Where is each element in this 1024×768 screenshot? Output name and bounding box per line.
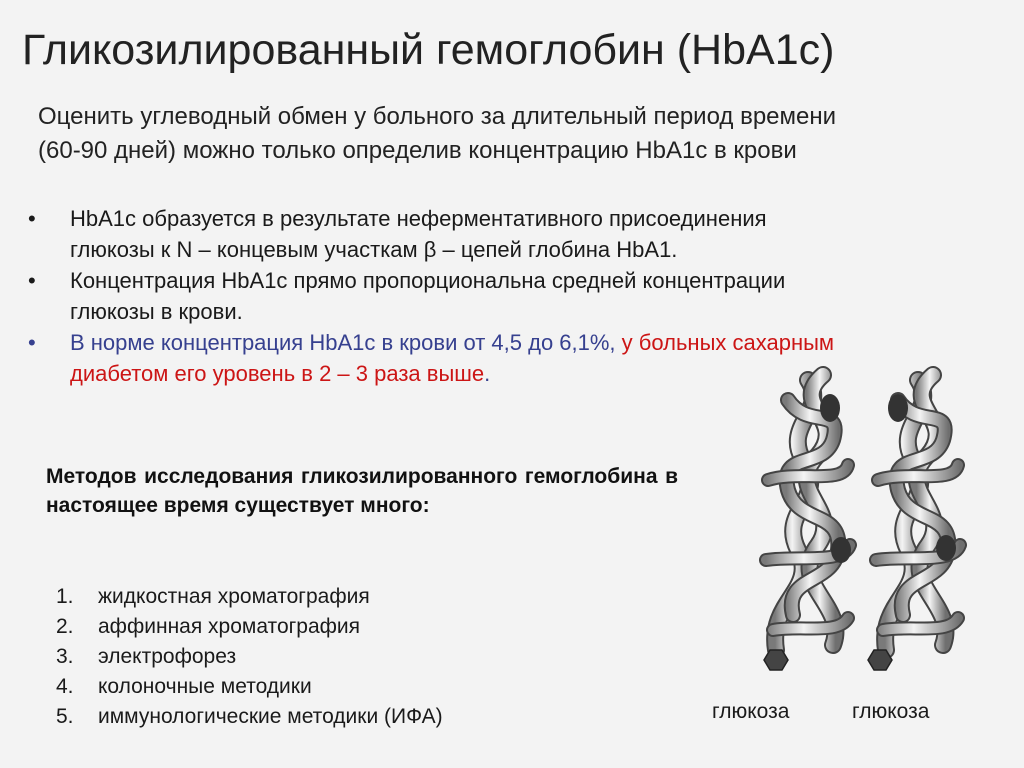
- method-item: [56, 642, 443, 672]
- bullet-line: глюкозы в крови.: [70, 299, 243, 324]
- intro-line-1: Оценить углеводный обмен у больного за длительный период времени: [38, 103, 837, 130]
- method-item: [56, 702, 443, 732]
- methods-list: [56, 582, 443, 732]
- method-number: 2.: [56, 615, 74, 638]
- diabetes-text: у больных сахарным: [621, 330, 835, 355]
- methods-heading: Методов исследования гликозилированного гемоглобина в настоящее время существует много:: [46, 465, 678, 517]
- glucose-hexagon-left: [764, 650, 788, 670]
- method-item: [56, 672, 443, 702]
- bullet-line: Концентрация HbA1c прямо пропорциональна средней концентрации: [70, 268, 786, 293]
- norm-text: В норме концентрация HbA1c в крови от 4,5 до 6,1%,: [70, 330, 622, 355]
- method-number: 4.: [56, 675, 74, 698]
- method-text: электрофорез: [98, 645, 237, 668]
- intro-paragraph: [38, 100, 998, 168]
- bullet-marker: •: [28, 268, 36, 293]
- method-number: 3.: [56, 645, 74, 668]
- method-text: колоночные методики: [98, 675, 312, 698]
- glucose-group-right-top: [888, 394, 908, 422]
- method-text: иммунологические методики (ИФА): [98, 705, 443, 728]
- method-text: жидкостная хроматография: [98, 585, 370, 608]
- bullet-item-formation: [28, 203, 978, 265]
- bullet-line: глюкозы к N – концевым участкам β – цепей глобина HbA1.: [70, 237, 678, 262]
- glucose-group-left-bottom: [831, 537, 851, 563]
- glucose-hexagon-right: [868, 650, 892, 670]
- slide-title: Гликозилированный гемоглобин (HbA1c): [22, 26, 835, 74]
- bullet-marker: •: [28, 330, 36, 355]
- method-item: [56, 582, 443, 612]
- glucose-label-left: глюкоза: [712, 700, 790, 723]
- intro-line-2: (60-90 дней) можно только определив концентрацию HbA1c в крови: [38, 137, 797, 164]
- glucose-group-right-bottom: [936, 535, 956, 561]
- bullet-line: [70, 327, 978, 358]
- method-item: [56, 612, 443, 642]
- diabetes-text: диабетом его уровень в 2 – 3 раза выше: [70, 361, 485, 386]
- glucose-label-right: глюкоза: [852, 700, 930, 723]
- method-number: 5.: [56, 705, 74, 728]
- bullet-marker: •: [28, 206, 36, 231]
- method-number: 1.: [56, 585, 74, 608]
- method-text: аффинная хроматография: [98, 615, 361, 638]
- period: .: [484, 361, 491, 386]
- glucose-group-left-top: [820, 394, 840, 422]
- bullet-line: HbA1c образуется в результате неферментативного присоединения: [70, 206, 767, 231]
- globin-chain-right: [876, 375, 960, 650]
- bullet-item-proportional: [28, 265, 978, 327]
- hemoglobin-illustration: [748, 360, 988, 690]
